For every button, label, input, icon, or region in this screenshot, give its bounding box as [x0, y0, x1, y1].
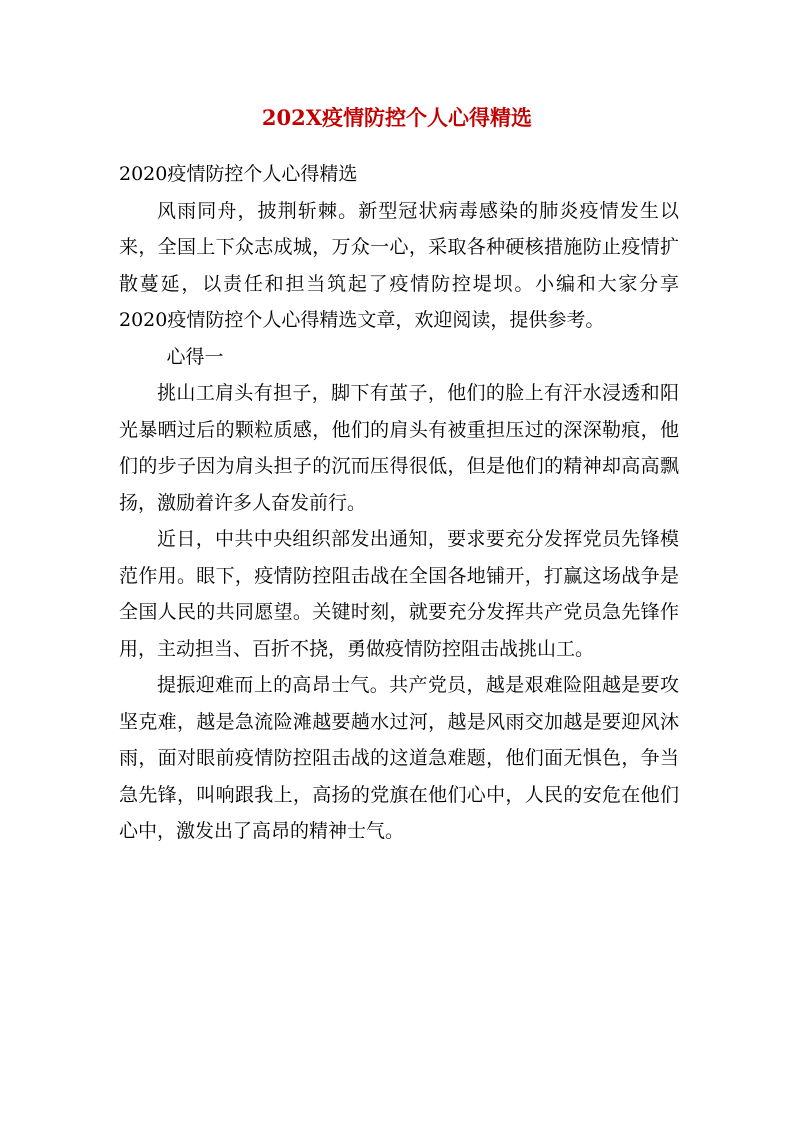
intro-paragraph: 风雨同舟，披荆斩棘。新型冠状病毒感染的肺炎疫情发生以来，全国上下众志成城，万众一心，采取各种硬核措施防止疫情扩散蔓延，以责任和担当筑起了疫情防控堤坝。小编和大家分享2020疫情防控个人心得精选文章，欢迎阅读，提供参考。	[119, 199, 679, 331]
document-title: 202X疫情防控个人心得精选	[261, 105, 533, 130]
document-body	[119, 156, 679, 850]
body-paragraph: 近日，中共中央组织部发出通知，要求要充分发挥党员先锋模范作用。眼下，疫情防控阻击战在全国各地铺开，打赢这场战争是全国人民的共同愿望。关键时刻，就要充分发挥共产党员急先锋作用，主动担当、百折不挠，勇做疫情防控阻击战挑山工。	[119, 528, 679, 660]
body-paragraph: 挑山工肩头有担子，脚下有茧子，他们的脸上有汗水浸透和阳光暴晒过后的颗粒质感，他们的肩头有被重担压过的深深勒痕，他们的步子因为肩头担子的沉而压得很低，但是他们的精神却高高飘扬，激励着许多人奋发前行。	[119, 382, 679, 514]
section-heading: 心得一	[166, 345, 224, 368]
document-subtitle: 2020疫情防控个人心得精选	[119, 163, 358, 185]
body-paragraph: 提振迎难而上的高昂士气。共产党员，越是艰难险阻越是要攻坚克难，越是急流险滩越要趟水过河，越是风雨交加越是要迎风沐雨，面对眼前疫情防控阻击战的这道急难题，他们面无惧色，争当急先锋，叫响跟我上，高扬的党旗在他们心中，人民的安危在他们心中，激发出了高昂的精神士气。	[119, 674, 679, 842]
